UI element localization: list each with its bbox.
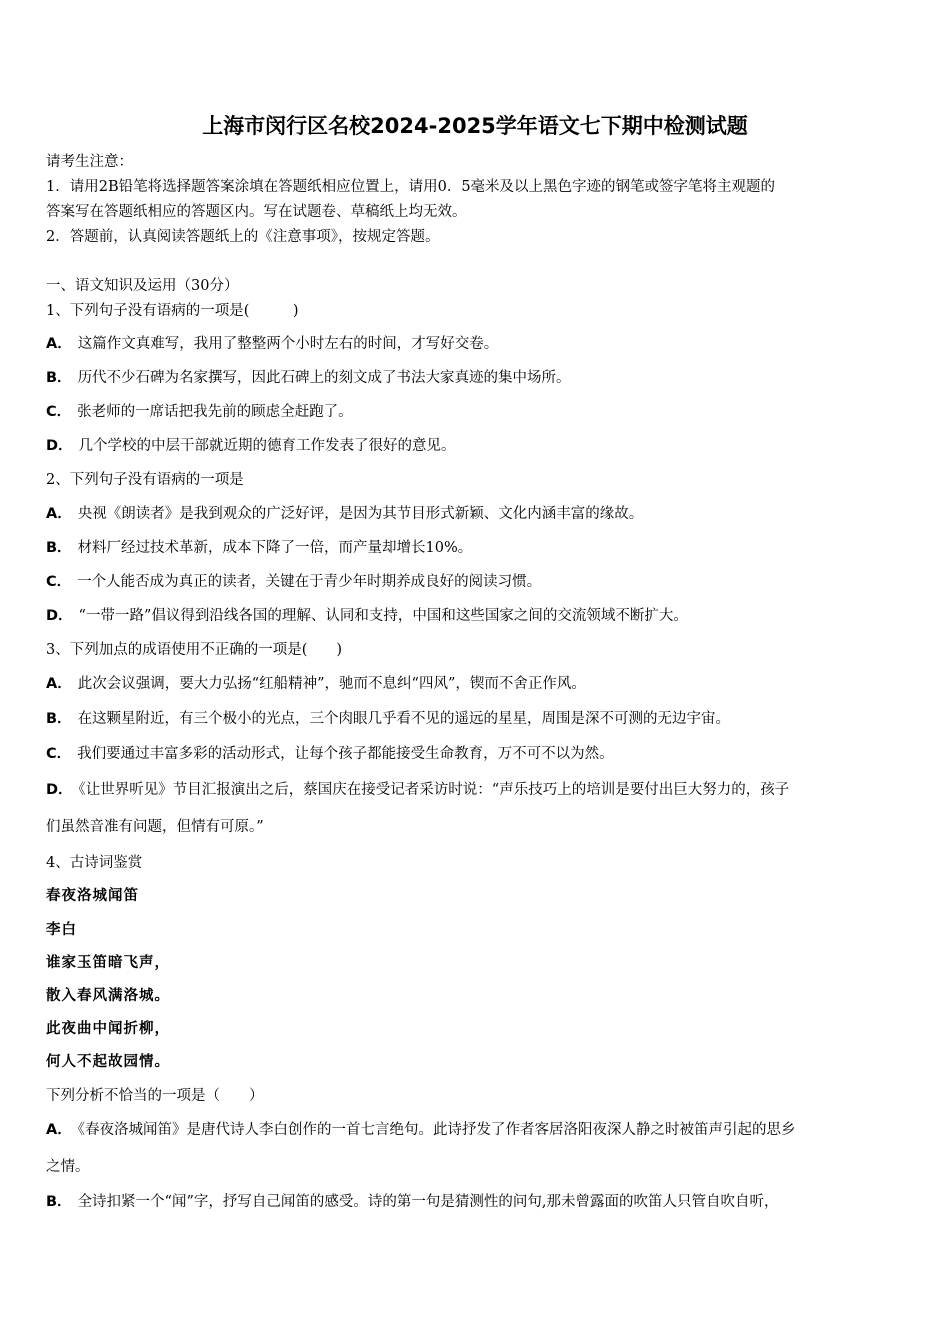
option-text: 此次会议强调，要大力弘扬“红船精神”，驰而不息纠“四风”，锲而不舍正作风。 [77, 676, 586, 692]
option-letter: B． [46, 540, 72, 556]
question-3-option-a [46, 674, 586, 694]
question-2-option-d [46, 606, 688, 626]
poem-author: 李白 [46, 921, 77, 938]
question-4-option-a [46, 1120, 795, 1140]
poem-line-4: 何人不起故园情。 [46, 1053, 170, 1070]
option-letter: C． [46, 574, 72, 590]
question-2-option-a [46, 504, 643, 524]
question-1-option-b [46, 368, 571, 388]
option-letter: C． [46, 746, 72, 762]
question-4-stem: 4、古诗词鉴赏 [46, 855, 143, 871]
option-letter: D． [46, 782, 73, 798]
question-3-option-d [46, 780, 789, 800]
notice-heading: 请考生注意： [46, 154, 133, 170]
option-letter: A． [46, 506, 72, 522]
option-letter: A． [46, 676, 72, 692]
page-title: 上海市闵行区名校2024-2025学年语文七下期中检测试题 [202, 114, 748, 138]
option-text: 一个人能否成为真正的读者，关键在于青少年时期养成良好的阅读习惯。 [77, 574, 542, 590]
option-text: 历代不少石碑为名家撰写，因此石碑上的刻文成了书法大家真迹的集中场所。 [77, 370, 571, 386]
option-letter: B． [46, 1194, 72, 1210]
option-text: 这篇作文真难写，我用了整整两个小时左右的时间，才写好交卷。 [77, 336, 499, 352]
question-3-option-c [46, 744, 614, 764]
poem-line-1: 谁家玉笛暗飞声， [46, 954, 170, 971]
question-1-option-a [46, 334, 498, 354]
option-text: 全诗扣紧一个“闻”字，抒写自己闻笛的感受。诗的第一句是猜测性的问句,那未曾露面的吹笛人只管自吹自听， [77, 1194, 779, 1210]
option-text: 《春夜洛城闻笛》是唐代诗人李白创作的一首七言绝句。此诗抒发了作者客居洛阳夜深人静之时被笛声引起的思乡 [77, 1122, 796, 1138]
question-3-stem: 3、下列加点的成语使用不正确的一项是( ) [46, 642, 343, 658]
option-text: 《让世界听见》节目汇报演出之后，蔡国庆在接受记者采访时说：“声乐技巧上的培训是要付出巨大努力的，孩子 [78, 782, 790, 798]
question-4-option-b [46, 1192, 779, 1212]
option-letter: B． [46, 370, 72, 386]
option-text: “一带一路”倡议得到沿线各国的理解、认同和支持，中国和这些国家之间的交流领域不断扩大。 [78, 608, 688, 624]
notice-item-1-line-2: 答案写在答题纸相应的答题区内。写在试题卷、草稿纸上均无效。 [46, 204, 467, 220]
option-text: 在这颗星附近，有三个极小的光点，三个肉眼几乎看不见的遥远的星星，周围是深不可测的无边宇宙。 [77, 711, 731, 727]
option-letter: D． [46, 438, 73, 454]
poem-title: 春夜洛城闻笛 [46, 887, 139, 904]
option-text: 材料厂经过技术革新，成本下降了一倍，而产量却增长10%。 [77, 540, 473, 556]
option-letter: D． [46, 608, 73, 624]
poem-line-3: 此夜曲中闻折柳， [46, 1020, 170, 1037]
option-text: 张老师的一席话把我先前的顾虑全赶跑了。 [77, 404, 353, 420]
notice-item-2: 2．答题前，认真阅读答题纸上的《注意事项》，按规定答题。 [46, 229, 440, 245]
option-letter: A． [46, 336, 72, 352]
poem-line-2: 散入春风满洛城。 [46, 987, 170, 1004]
question-4-sub-stem: 下列分析不恰当的一项是（ ） [46, 1088, 264, 1104]
option-letter: C． [46, 404, 72, 420]
question-3-option-b [46, 709, 730, 729]
question-1-stem: 1、下列句子没有语病的一项是( ) [46, 303, 299, 319]
question-2-option-b [46, 538, 472, 558]
question-3-option-d-continued: 们虽然音准有问题，但情有可原。” [46, 819, 264, 835]
question-4-option-a-continued: 之情。 [46, 1159, 90, 1175]
question-2-stem: 2、下列句子没有语病的一项是 [46, 472, 244, 488]
option-text: 我们要通过丰富多彩的活动形式，让每个孩子都能接受生命教育，万不可不以为然。 [77, 746, 614, 762]
option-letter: B． [46, 711, 72, 727]
option-text: 央视《朗读者》是我到观众的广泛好评，是因为其节目形式新颖、文化内涵丰富的缘故。 [77, 506, 644, 522]
question-1-option-d [46, 436, 456, 456]
option-text: 几个学校的中层干部就近期的德育工作发表了很好的意见。 [78, 438, 456, 454]
section-1-heading: 一、语文知识及运用（30分） [46, 278, 239, 294]
option-letter: A． [46, 1122, 72, 1138]
notice-item-1-line-1: 1．请用2B铅笔将选择题答案涂填在答题纸相应位置上，请用0．5毫米及以上黑色字迹的钢笔或签字笔将主观题的 [46, 179, 776, 195]
question-2-option-c [46, 572, 541, 592]
question-1-option-c [46, 402, 353, 422]
